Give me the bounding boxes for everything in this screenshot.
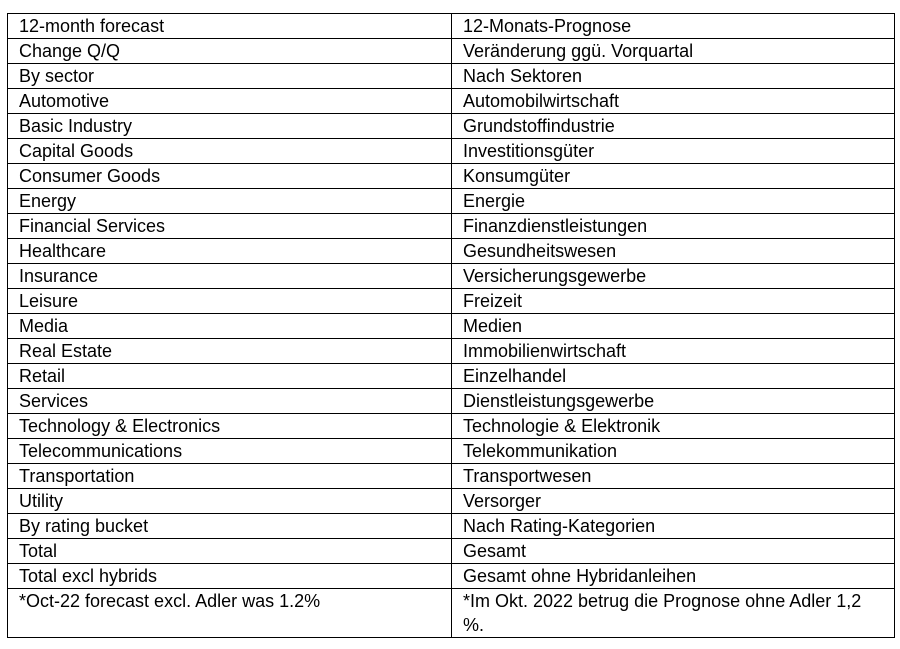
german-term-cell: Finanzdienstleistungen (452, 214, 895, 239)
table-row (8, 414, 895, 439)
table-row (8, 239, 895, 264)
english-term-cell: Insurance (8, 264, 452, 289)
english-term-cell: Utility (8, 489, 452, 514)
table-row (8, 539, 895, 564)
german-term-cell: Nach Rating-Kategorien (452, 514, 895, 539)
table-row (8, 39, 895, 64)
table-row (8, 339, 895, 364)
english-term-cell: Financial Services (8, 214, 452, 239)
english-footnote-cell: *Oct-22 forecast excl. Adler was 1.2% (8, 589, 452, 638)
table-row (8, 439, 895, 464)
german-term-cell: Gesundheitswesen (452, 239, 895, 264)
english-term-cell: Leisure (8, 289, 452, 314)
english-term-cell: Telecommunications (8, 439, 452, 464)
table-row (8, 14, 895, 39)
english-term-cell: Healthcare (8, 239, 452, 264)
english-term-cell: By rating bucket (8, 514, 452, 539)
german-term-cell: Gesamt ohne Hybridanleihen (452, 564, 895, 589)
german-term-cell: Automobilwirtschaft (452, 89, 895, 114)
german-term-cell: Versicherungsgewerbe (452, 264, 895, 289)
english-term-cell: Technology & Electronics (8, 414, 452, 439)
german-term-cell: Immobilienwirtschaft (452, 339, 895, 364)
german-term-cell: Nach Sektoren (452, 64, 895, 89)
table-row (8, 289, 895, 314)
german-term-cell: Dienstleistungsgewerbe (452, 389, 895, 414)
footnote-row (8, 589, 895, 638)
english-term-cell: Retail (8, 364, 452, 389)
english-term-cell: Media (8, 314, 452, 339)
translation-table-body (8, 14, 895, 638)
table-row (8, 564, 895, 589)
german-term-cell: Energie (452, 189, 895, 214)
english-term-cell: Real Estate (8, 339, 452, 364)
german-term-cell: 12-Monats-Prognose (452, 14, 895, 39)
table-row (8, 514, 895, 539)
german-term-cell: Einzelhandel (452, 364, 895, 389)
table-row (8, 314, 895, 339)
table-row (8, 189, 895, 214)
table-row (8, 464, 895, 489)
german-term-cell: Investitionsgüter (452, 139, 895, 164)
german-term-cell: Freizeit (452, 289, 895, 314)
german-term-cell: Veränderung ggü. Vorquartal (452, 39, 895, 64)
english-term-cell: Services (8, 389, 452, 414)
german-term-cell: Medien (452, 314, 895, 339)
table-row (8, 264, 895, 289)
english-term-cell: Energy (8, 189, 452, 214)
english-term-cell: By sector (8, 64, 452, 89)
german-term-cell: Transportwesen (452, 464, 895, 489)
english-term-cell: Change Q/Q (8, 39, 452, 64)
table-row (8, 89, 895, 114)
english-term-cell: 12-month forecast (8, 14, 452, 39)
table-row (8, 364, 895, 389)
german-term-cell: Konsumgüter (452, 164, 895, 189)
table-row (8, 139, 895, 164)
table-row (8, 64, 895, 89)
german-term-cell: Grundstoffindustrie (452, 114, 895, 139)
german-term-cell: Telekommunikation (452, 439, 895, 464)
german-term-cell: Technologie & Elektronik (452, 414, 895, 439)
english-term-cell: Automotive (8, 89, 452, 114)
table-row (8, 389, 895, 414)
german-term-cell: Versorger (452, 489, 895, 514)
english-term-cell: Consumer Goods (8, 164, 452, 189)
english-term-cell: Basic Industry (8, 114, 452, 139)
english-term-cell: Total (8, 539, 452, 564)
english-term-cell: Transportation (8, 464, 452, 489)
english-term-cell: Capital Goods (8, 139, 452, 164)
table-row (8, 114, 895, 139)
german-footnote-cell: *Im Okt. 2022 betrug die Prognose ohne Adler 1,2 %. (452, 589, 895, 638)
table-row (8, 214, 895, 239)
table-row (8, 164, 895, 189)
german-term-cell: Gesamt (452, 539, 895, 564)
table-row (8, 489, 895, 514)
translation-table (7, 13, 895, 638)
english-term-cell: Total excl hybrids (8, 564, 452, 589)
